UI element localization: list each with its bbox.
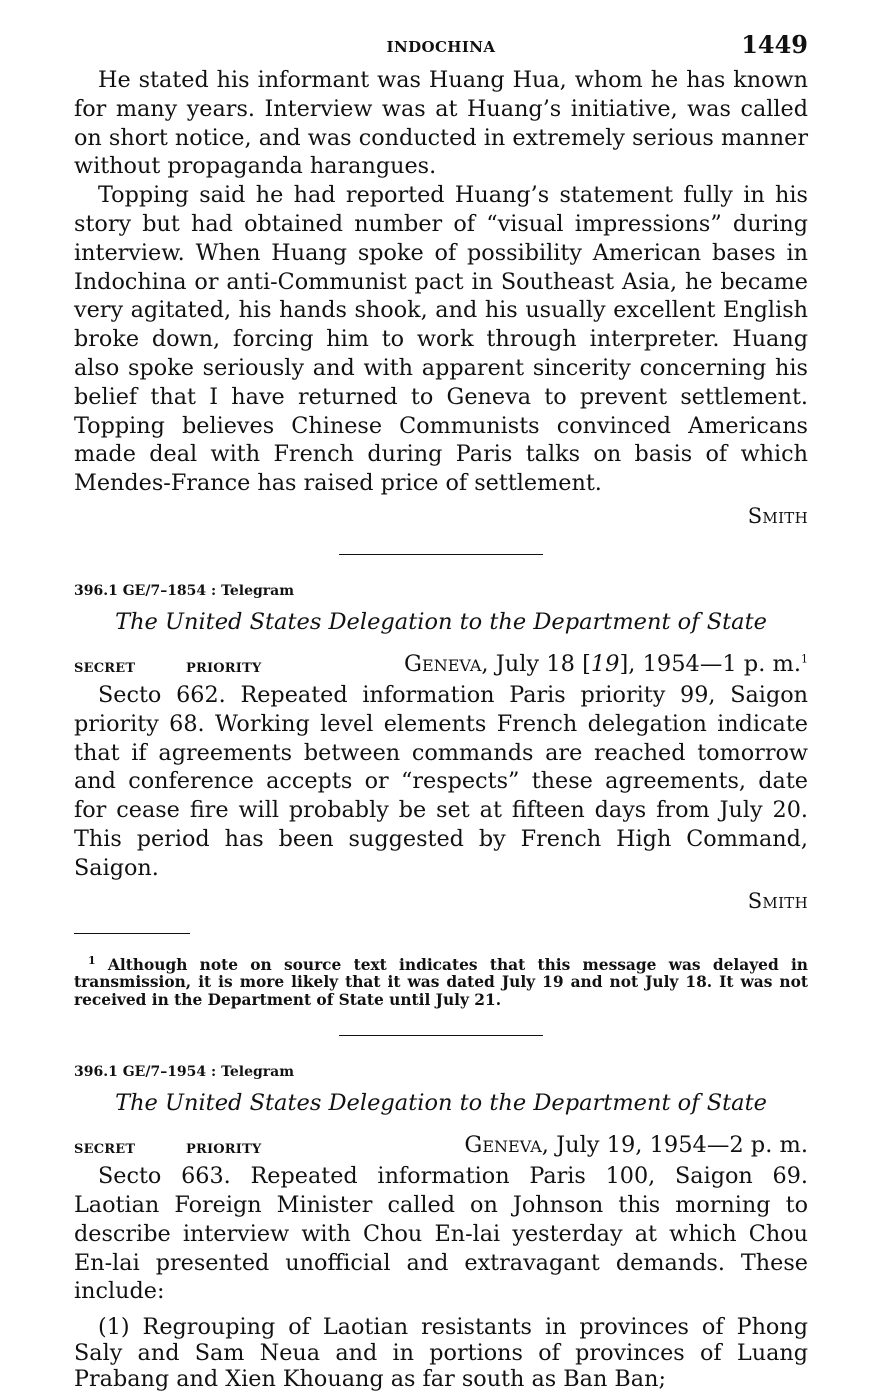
section-divider <box>339 1035 543 1036</box>
running-header <box>74 30 808 66</box>
priority-label: PRIORITY <box>186 660 262 676</box>
dateline-place: Geneva <box>404 650 482 677</box>
footnote <box>74 952 808 1010</box>
file-reference: 396.1 GE/7–1954 : Telegram <box>74 1064 295 1081</box>
dateline-corrected-day: 19 <box>590 650 620 677</box>
page-number: 1449 <box>741 30 808 59</box>
dateline-date-end: ], 1954—1 p. m. <box>619 650 801 677</box>
running-title: INDOCHINA <box>386 38 496 56</box>
telegram-header <box>74 1132 808 1162</box>
file-reference: 396.1 GE/7–1854 : Telegram <box>74 582 295 599</box>
dateline <box>464 1132 808 1158</box>
section-divider <box>339 554 543 555</box>
list-item: (1) Regrouping of Laotian resistants in provinces of Phong Saly and Sam Neua and in portions of provinces of Luang Prabang and Xien Khouang as far south as Ban Ban; <box>74 1314 808 1392</box>
document-caption: The United States Delegation to the Department of State <box>115 608 767 635</box>
dateline-date-start: , July 18 [ <box>481 650 591 677</box>
dateline-place: Geneva <box>464 1132 542 1159</box>
classification-label: SECRET <box>74 660 136 676</box>
classification-label: SECRET <box>74 1142 136 1158</box>
telegram-body-secto-662: Secto 662. Repeated information Paris priority 99, Saigon priority 68. Working level elements French delegation indicate that if agreements between commands are reached tomorrow and conference accepts or “respects” these agreements, date for cease fire will probably be set at fifteen days from July 20. This period has been suggested by French High Command, Saigon. <box>74 681 808 881</box>
document-page <box>74 30 808 1392</box>
priority-label: PRIORITY <box>186 1142 262 1158</box>
footnote-marker: 1 <box>801 652 808 666</box>
signature <box>74 889 808 913</box>
signature-text: Smith <box>747 503 808 528</box>
signature <box>74 504 808 528</box>
footnote-text: Although note on source text indicates that this message was delayed in transmission, it is more likely that it was dated July 19 and not July 18. It was not received in the Department of State until July 21. <box>74 955 808 1009</box>
signature-text: Smith <box>747 888 808 913</box>
dateline <box>404 651 808 677</box>
telegram-header <box>74 651 808 681</box>
dateline-date: , July 19, 1954—2 p. m. <box>541 1132 808 1159</box>
paragraph-topping: Topping said he had reported Huang’s statement fully in his story but had obtained number of “visual impressions” during interview. When Huang spoke of possibility American bases in Indochina or anti-Communist pact in Southeast Asia, he became very agitated, his hands shook, and his usually excellent English broke down, forcing him to work through interpreter. Huang also spoke seriously and with apparent sincerity concerning his belief that I have returned to Geneva to prevent settlement. Topping believes Chinese Communists convinced Americans made deal with French during Paris talks on basis of which Mendes-France has raised price of settlement. <box>74 182 808 497</box>
paragraph-informant: He stated his informant was Huang Hua, whom he has known for many years. Interview was at Huang’s initiative, was called on short notice, and was conducted in extremely serious manner without propaganda harangues. <box>74 67 808 180</box>
footnote-divider <box>74 933 190 934</box>
telegram-body-secto-663: Secto 663. Repeated information Paris 100, Saigon 69. Laotian Foreign Minister called on Johnson this morning to describe interview with Chou En-lai yesterday at which Chou En-lai presented unofficial and extravagant demands. These include: <box>74 1163 808 1305</box>
footnote-number: 1 <box>88 953 96 967</box>
document-caption: The United States Delegation to the Department of State <box>115 1090 767 1117</box>
